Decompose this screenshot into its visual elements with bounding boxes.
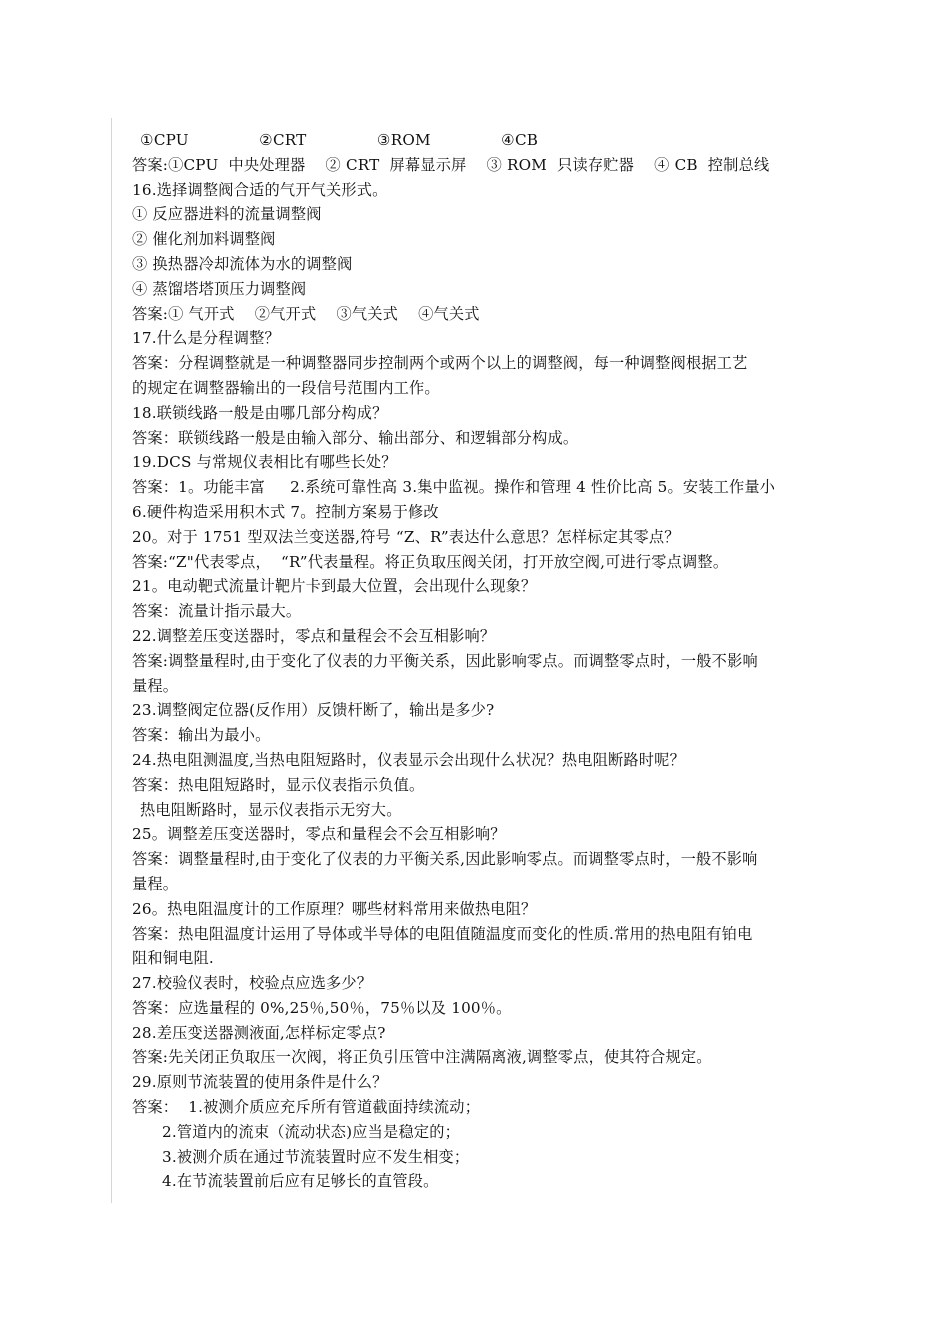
answer-line: 答案：调整量程时,由于变化了仪表的力平衡关系,因此影响零点。而调整零点时，一般不影响 bbox=[132, 850, 758, 869]
question-27: 27.校验仪表时，校验点应选多少？ bbox=[132, 974, 373, 993]
answer-line: 答案:先关闭正负取压一次阀，将正负引压管中注满隔离液,调整零点，使其符合规定。 bbox=[132, 1048, 712, 1067]
question-25: 25。调整差压变送器时，零点和量程会不会互相影响？ bbox=[132, 825, 506, 844]
answer-continuation: 的规定在调整器输出的一段信号范围内工作。 bbox=[132, 378, 440, 397]
answer-line: 答案：流量计指示最大。 bbox=[132, 602, 302, 621]
question-28: 28.差压变送器测液面,怎样标定零点? bbox=[132, 1023, 386, 1042]
question-21: 21。电动靶式流量计靶片卡到最大位置，会出现什么现象？ bbox=[132, 577, 537, 596]
question-24: 24.热电阻测温度,当热电阻短路时，仪表显示会出现什么状况？热电阻断路时呢？ bbox=[132, 750, 685, 769]
question-20: 20。对于 1751 型双法兰变送器,符号 “Z、R”表达什么意思？怎样标定其零点？ bbox=[132, 527, 680, 546]
option-line: ③ 换热器冷却流体为水的调整阀 bbox=[132, 254, 353, 273]
document-body bbox=[132, 128, 822, 1194]
answer-line: 答案：热电阻温度计运用了导体或半导体的电阻值随温度而变化的性质.常用的热电阻有铂电 bbox=[132, 924, 753, 943]
answer-line: 答案：1。功能丰富 2.系统可靠性高 3.集中监视。操作和管理 4 性价比高 5。安装工作量小 bbox=[132, 478, 776, 497]
option-line: ① 反应器进料的流量调整阀 bbox=[132, 205, 322, 224]
answer-line: 答案:调整量程时,由于变化了仪表的力平衡关系，因此影响零点。而调整零点时，一般不影响 bbox=[132, 651, 758, 670]
answer-line: 答案： 1.被测介质应充斥所有管道截面持续流动； bbox=[132, 1098, 481, 1117]
answer-list-item: 4.在节流装置前后应有足够长的直管段。 bbox=[162, 1172, 439, 1191]
question-18: 18.联锁线路一般是由哪几部分构成？ bbox=[132, 403, 388, 422]
answer-list-item: 3.被测介质在通过节流装置时应不发生相变； bbox=[162, 1147, 470, 1166]
question-26: 26。热电阻温度计的工作原理？哪些材料常用来做热电阻？ bbox=[132, 899, 537, 918]
answer-line: 答案:①CPU 中央处理器 ② CRT 屏幕显示屏 ③ ROM 只读存贮器 ④ CB 控制总线 bbox=[132, 155, 770, 174]
answer-continuation: 热电阻断路时，显示仪表指示无穷大。 bbox=[140, 800, 402, 819]
question-17: 17.什么是分程调整？ bbox=[132, 329, 280, 348]
question-19: 19.DCS 与常规仪表相比有哪些长处？ bbox=[132, 453, 397, 472]
answer-line: 答案：应选量程的 0%,25％,50％，75％以及 100％。 bbox=[132, 998, 512, 1017]
question-16: 16.选择调整阀合适的气开气关形式。 bbox=[132, 180, 388, 199]
answer-line: 答案：分程调整就是一种调整器同步控制两个或两个以上的调整阀，每一种调整阀根据工艺 bbox=[132, 354, 748, 373]
answer-line: 答案:“Z"代表零点， “R”代表量程。将正负取压阀关闭，打开放空阀,可进行零点调整。 bbox=[132, 552, 729, 571]
answer-continuation: 6.硬件构造采用积木式 7。控制方案易于修改 bbox=[132, 502, 439, 521]
options-line: ①CPU ②CRT ③ROM ④CB bbox=[140, 131, 539, 149]
question-22: 22.调整差压变送器时，零点和量程会不会互相影响？ bbox=[132, 626, 496, 645]
question-29: 29.原则节流装置的使用条件是什么？ bbox=[132, 1073, 388, 1092]
answer-line: 答案：输出为最小。 bbox=[132, 726, 271, 745]
answer-continuation: 阻和铜电阻. bbox=[132, 949, 214, 968]
question-23: 23.调整阀定位器(反作用）反馈杆断了，输出是多少? bbox=[132, 701, 495, 720]
answer-line: 答案：热电阻短路时，显示仪表指示负值。 bbox=[132, 775, 425, 794]
answer-list-item: 2.管道内的流束（流动状态)应当是稳定的； bbox=[162, 1122, 460, 1141]
page-margin-line bbox=[111, 118, 112, 1203]
answer-line: 答案:① 气开式 ②气开式 ③气关式 ④气关式 bbox=[132, 304, 480, 323]
answer-continuation: 量程。 bbox=[132, 874, 179, 893]
answer-continuation: 量程。 bbox=[132, 676, 179, 695]
option-line: ④ 蒸馏塔塔顶压力调整阀 bbox=[132, 279, 307, 298]
answer-line: 答案：联锁线路一般是由输入部分、输出部分、和逻辑部分构成。 bbox=[132, 428, 579, 447]
option-line: ② 催化剂加料调整阀 bbox=[132, 230, 276, 249]
